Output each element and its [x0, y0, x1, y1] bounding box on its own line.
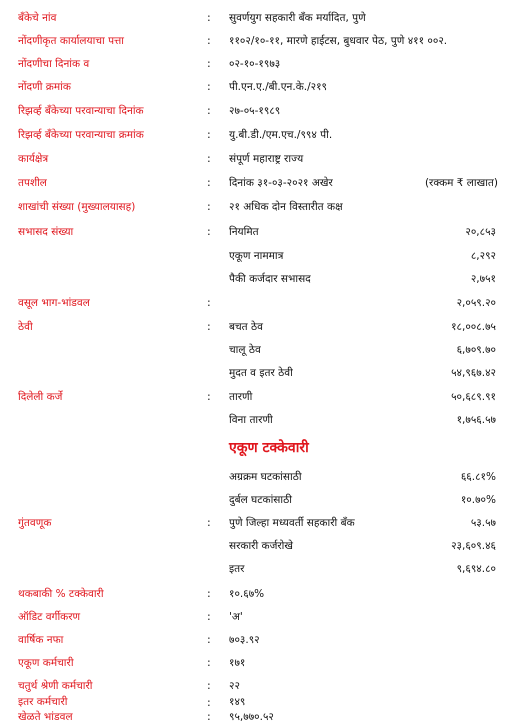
- percentage-item-amount: ६६.८१%: [460, 471, 496, 483]
- investments-row-3: [0, 558, 518, 580]
- audit-value: 'अ': [229, 611, 243, 623]
- colon: :: [207, 200, 211, 213]
- reg-date-value: ०२-१०-१९७३: [229, 58, 281, 70]
- deposit-item-amount: ६,७०९.७०: [456, 344, 496, 356]
- deposits-label: ठेवी: [18, 321, 33, 333]
- bank-name-row: [0, 7, 518, 29]
- rbi-license-no-value: यु.बी.डी./एम.एच./९९४ पी.: [229, 129, 333, 141]
- investment-item-name: पुणे जिल्हा मध्यवर्ती सहकारी बँक: [229, 517, 355, 529]
- other-staff-label: इतर कर्मचारी: [18, 696, 68, 708]
- audit-row: [0, 606, 518, 628]
- details-unit: (रक्कम ₹ लाखात): [424, 177, 498, 189]
- profit-value: ७०३.९२: [229, 634, 260, 646]
- other-staff-row: [0, 697, 518, 710]
- percentage-row-2: [0, 489, 518, 511]
- loan-item-name: विना तारणी: [229, 414, 273, 426]
- colon: :: [207, 104, 211, 117]
- colon: :: [207, 296, 211, 309]
- member-item-name: पैकी कर्जदार सभासद: [229, 273, 311, 285]
- colon: :: [207, 710, 211, 723]
- rbi-license-date-label: रिझर्व्ह बँकेच्या परवान्याचा दिनांक: [18, 105, 144, 117]
- share-capital-label: वसूल भाग-भांडवल: [18, 297, 90, 309]
- class4-value: २२: [229, 680, 240, 692]
- investment-item-amount: २३,६०९.४६: [451, 540, 496, 552]
- audit-label: ऑडिट वर्गीकरण: [18, 611, 81, 623]
- colon: :: [207, 696, 211, 709]
- colon: :: [207, 516, 211, 529]
- employees-value: १७१: [229, 657, 246, 669]
- reg-no-row: [0, 76, 518, 98]
- colon: :: [207, 320, 211, 333]
- member-item-amount: २,७५१: [470, 273, 496, 285]
- work-area-value: संपूर्ण महाराष्ट्र राज्य: [229, 153, 304, 165]
- bank-name-value: सुवर्णयुग सहकारी बँक मर्यादित, पुणे: [229, 12, 366, 24]
- loans-row-1: [0, 386, 518, 408]
- address-value: ११०२/१०-११, मारणे हाईटस, बुधवार पेठ, पुणे ४११ ००२.: [229, 35, 448, 47]
- reg-date-row: [0, 53, 518, 75]
- members-row-1: [0, 221, 518, 243]
- other-staff-value: १४९: [229, 696, 246, 708]
- colon: :: [207, 11, 211, 24]
- investments-row-1: [0, 512, 518, 534]
- deposits-row-1: [0, 316, 518, 338]
- details-value: दिनांक ३१-०३-२०२१ अखेर: [229, 177, 333, 189]
- colon: :: [207, 225, 211, 238]
- colon: :: [207, 80, 211, 93]
- profit-label: वार्षिक नफा: [18, 634, 64, 646]
- investment-item-name: सरकारी कर्जरोखे: [229, 540, 293, 552]
- colon: :: [207, 57, 211, 70]
- members-row-2: [0, 245, 518, 267]
- details-row: [0, 172, 518, 194]
- member-item-amount: ८,२९२: [470, 250, 496, 262]
- profit-row: [0, 629, 518, 651]
- employees-label: एकूण कर्मचारी: [18, 657, 74, 669]
- colon: :: [207, 633, 211, 646]
- members-label: सभासद संख्या: [18, 226, 74, 238]
- investment-item-amount: ९,६९४.८०: [456, 563, 496, 575]
- reg-date-label: नोंदणीचा दिनांक व: [18, 58, 90, 70]
- npa-value: १०.६७%: [229, 588, 265, 600]
- colon: :: [207, 656, 211, 669]
- share-capital-amount: २,०५९.२०: [456, 297, 496, 309]
- npa-label: थकबाकी % टक्केवारी: [18, 588, 104, 600]
- percentage-heading: एकूण टक्केवारी: [229, 440, 309, 456]
- investment-item-amount: ५३.५७: [470, 517, 496, 529]
- reg-no-label: नोंदणी क्रमांक: [18, 81, 71, 93]
- bank-name-label: बँकेचे नांव: [18, 12, 57, 24]
- member-item-name: एकूण नाममात्र: [229, 250, 284, 262]
- branches-row: [0, 196, 518, 218]
- colon: :: [207, 152, 211, 165]
- loans-label: दिलेली कर्जे: [18, 391, 63, 403]
- colon: :: [207, 176, 211, 189]
- percentage-item-amount: १०.७०%: [460, 494, 496, 506]
- loans-row-2: [0, 409, 518, 431]
- branches-label: शाखांची संख्या (मुख्यालयासह): [18, 201, 136, 213]
- investments-label: गुंतवणूक: [18, 517, 52, 529]
- class4-row: [0, 675, 518, 697]
- colon: :: [207, 128, 211, 141]
- details-label: तपशील: [18, 177, 47, 189]
- member-item-name: नियमित: [229, 226, 259, 238]
- colon: :: [207, 610, 211, 623]
- working-capital-row: [0, 710, 518, 724]
- employees-row: [0, 652, 518, 674]
- deposit-item-amount: १८,००८.७५: [451, 321, 496, 333]
- investments-row-2: [0, 535, 518, 557]
- percentage-row-1: [0, 466, 518, 488]
- rbi-license-date-value: २७-०५-१९८९: [229, 105, 281, 117]
- address-row: [0, 30, 518, 52]
- colon: :: [207, 390, 211, 403]
- share-capital-row: [0, 292, 518, 314]
- colon: :: [207, 34, 211, 47]
- loan-item-name: तारणी: [229, 391, 253, 403]
- reg-no-value: पी.एन.ए./बी.एन.के./२१९: [229, 81, 328, 93]
- investment-item-name: इतर: [229, 563, 245, 575]
- percentage-item-name: दुर्बल घटकांसाठी: [229, 494, 292, 506]
- deposit-item-name: बचत ठेव: [229, 321, 263, 333]
- working-capital-label: खेळते भांडवल: [18, 711, 73, 723]
- colon: :: [207, 679, 211, 692]
- deposit-item-name: मुदत व इतर ठेवी: [229, 367, 293, 379]
- member-item-amount: २०,८५३: [465, 226, 496, 238]
- work-area-label: कार्यक्षेत्र: [18, 153, 49, 165]
- loan-item-amount: ५०,६८९.९१: [451, 391, 496, 403]
- work-area-row: [0, 148, 518, 170]
- rbi-license-date-row: [0, 100, 518, 122]
- branches-value: २१ अधिक दोन विस्तारीत कक्ष: [229, 201, 343, 213]
- members-row-3: [0, 268, 518, 290]
- class4-label: चतुर्थ श्रेणी कर्मचारी: [18, 680, 93, 692]
- working-capital-value: ९५,७७०.५२: [229, 711, 274, 723]
- deposits-row-2: [0, 339, 518, 361]
- colon: :: [207, 587, 211, 600]
- percentage-item-name: अग्रक्रम घटकांसाठी: [229, 471, 302, 483]
- deposit-item-name: चालू ठेव: [229, 344, 261, 356]
- rbi-license-no-row: [0, 124, 518, 146]
- address-label: नोंदणीकृत कार्यालयाचा पत्ता: [18, 35, 125, 47]
- npa-row: [0, 583, 518, 605]
- loan-item-amount: १,७५६.५७: [456, 414, 496, 426]
- rbi-license-no-label: रिझर्व्ह बँकेच्या परवान्याचा क्रमांक: [18, 129, 144, 141]
- deposits-row-3: [0, 362, 518, 384]
- deposit-item-amount: ५४,९६७.४२: [451, 367, 496, 379]
